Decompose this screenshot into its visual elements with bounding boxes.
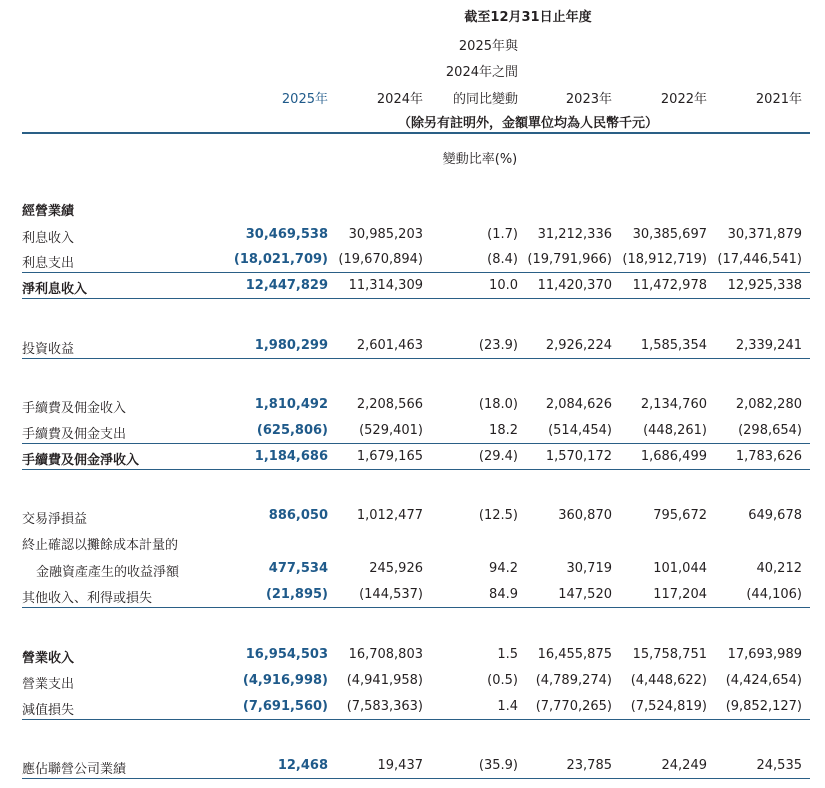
- cell-chg: (8.4): [487, 252, 518, 267]
- cell-chg: 1.5: [497, 647, 518, 662]
- cell-y2024: (4,941,958): [346, 673, 423, 688]
- cell-y2024: 1,679,165: [356, 449, 423, 464]
- cell-y2023: 2,926,224: [545, 338, 612, 353]
- cell-y2022: 15,758,751: [632, 647, 707, 662]
- cell-y2023: 360,870: [558, 508, 612, 523]
- cell-y2023: 11,420,370: [537, 278, 612, 293]
- row-label: 減值損失: [22, 703, 75, 718]
- cell-y2022: 2,134,760: [640, 397, 707, 412]
- row-divider: [22, 298, 810, 299]
- cell-chg: (35.9): [478, 758, 518, 773]
- cell-y2022: 117,204: [653, 587, 707, 602]
- cell-y2024: 30,985,203: [348, 227, 423, 242]
- cell-y2023: 23,785: [566, 758, 612, 773]
- cell-y2022: 795,672: [653, 508, 707, 523]
- yoy-header-line2: 2024年之間: [445, 65, 518, 80]
- cell-y2025: 12,447,829: [245, 278, 328, 293]
- cell-y2023: (4,789,274): [535, 673, 612, 688]
- cell-chg: (18.0): [478, 397, 518, 412]
- cell-y2022: 1,585,354: [640, 338, 707, 353]
- cell-y2022: 11,472,978: [632, 278, 707, 293]
- cell-y2024: (529,401): [359, 423, 423, 438]
- cell-y2024: 19,437: [377, 758, 423, 773]
- cell-chg: (12.5): [478, 508, 518, 523]
- cell-y2021: 40,212: [756, 561, 802, 576]
- row-divider: [22, 778, 810, 779]
- year-2021-header: 2021年: [755, 92, 802, 107]
- cell-y2025: (7,691,560): [242, 699, 328, 714]
- cell-chg: 94.2: [489, 561, 518, 576]
- row-label: 利息收入: [22, 231, 75, 246]
- cell-y2023: 1,570,172: [545, 449, 612, 464]
- cell-y2021: (4,424,654): [725, 673, 802, 688]
- cell-y2023: (514,454): [548, 423, 612, 438]
- cell-y2023: 16,455,875: [537, 647, 612, 662]
- cell-y2021: 24,535: [756, 758, 802, 773]
- cell-y2025: (18,021,709): [233, 252, 328, 267]
- cell-chg: 1.4: [497, 699, 518, 714]
- cell-chg: (29.4): [478, 449, 518, 464]
- row-label: 手續費及佣金淨收入: [22, 453, 140, 468]
- cell-y2024: 2,208,566: [356, 397, 423, 412]
- year-2023-header: 2023年: [565, 92, 612, 107]
- row-label: 交易淨損益: [22, 512, 88, 527]
- cell-y2025: (4,916,998): [242, 673, 328, 688]
- cell-y2024: 1,012,477: [356, 508, 423, 523]
- row-label: 終止確認以攤餘成本計量的: [22, 538, 179, 553]
- cell-chg: 10.0: [489, 278, 518, 293]
- cell-y2025: 30,469,538: [245, 227, 328, 242]
- cell-y2022: (7,524,819): [630, 699, 707, 714]
- cell-y2025: 1,184,686: [254, 449, 328, 464]
- cell-y2023: 30,719: [566, 561, 612, 576]
- row-label: 利息支出: [22, 256, 75, 271]
- cell-chg: (1.7): [487, 227, 518, 242]
- yoy-header-line3: 的同比變動: [452, 92, 518, 107]
- cell-y2021: 1,783,626: [735, 449, 802, 464]
- cell-y2024: 11,314,309: [348, 278, 423, 293]
- row-divider: [22, 607, 810, 608]
- year-2024-header: 2024年: [376, 92, 423, 107]
- row-label: 投資收益: [22, 342, 75, 357]
- cell-y2025: 1,810,492: [254, 397, 328, 412]
- cell-y2022: 30,385,697: [632, 227, 707, 242]
- cell-y2025: 12,468: [277, 758, 328, 773]
- cell-y2023: (7,770,265): [535, 699, 612, 714]
- cell-y2021: 2,082,280: [735, 397, 802, 412]
- row-label: 淨利息收入: [22, 282, 88, 297]
- year-2022-header: 2022年: [660, 92, 707, 107]
- section-title: 經營業績: [22, 204, 75, 219]
- cell-y2024: 245,926: [369, 561, 423, 576]
- cell-y2025: 886,050: [268, 508, 328, 523]
- cell-y2022: (18,912,719): [622, 252, 707, 267]
- cell-y2022: (4,448,622): [630, 673, 707, 688]
- row-label: 營業支出: [22, 677, 75, 692]
- cell-y2025: 477,534: [268, 561, 328, 576]
- cell-y2024: (19,670,894): [338, 252, 423, 267]
- cell-y2024: (7,583,363): [346, 699, 423, 714]
- cell-y2025: (625,806): [256, 423, 328, 438]
- row-label: 手續費及佣金收入: [22, 401, 127, 416]
- cell-y2023: 31,212,336: [537, 227, 612, 242]
- cell-y2021: (44,106): [746, 587, 802, 602]
- cell-y2021: 17,693,989: [727, 647, 802, 662]
- cell-chg: 18.2: [489, 423, 518, 438]
- cell-chg: 84.9: [489, 587, 518, 602]
- cell-y2024: (144,537): [359, 587, 423, 602]
- row-divider: [22, 272, 810, 273]
- cell-y2021: 649,678: [748, 508, 802, 523]
- row-divider: [22, 358, 810, 359]
- row-divider: [22, 469, 810, 470]
- header-divider: [22, 132, 810, 134]
- unit-note: （除另有註明外，金額單位均為人民幣千元）: [397, 116, 659, 131]
- cell-y2022: 101,044: [653, 561, 707, 576]
- cell-y2024: 16,708,803: [348, 647, 423, 662]
- cell-y2022: 24,249: [661, 758, 707, 773]
- period-title: 截至12月31日止年度: [464, 10, 592, 25]
- cell-chg: (23.9): [478, 338, 518, 353]
- row-label: 其他收入、利得或損失: [22, 591, 153, 606]
- row-divider: [22, 719, 810, 720]
- row-label: 手續費及佣金支出: [22, 427, 127, 442]
- row-divider: [22, 443, 810, 444]
- cell-y2021: 12,925,338: [727, 278, 802, 293]
- cell-y2023: 147,520: [558, 587, 612, 602]
- yoy-header-line1: 2025年與: [458, 39, 518, 54]
- cell-y2025: 16,954,503: [245, 647, 328, 662]
- change-ratio-note: 變動比率(%): [442, 152, 518, 167]
- cell-y2024: 2,601,463: [356, 338, 423, 353]
- row-label: 金融資產產生的收益淨額: [36, 565, 180, 580]
- row-label: 營業收入: [22, 651, 75, 666]
- cell-y2025: (21,895): [265, 587, 328, 602]
- cell-y2022: 1,686,499: [640, 449, 707, 464]
- cell-y2022: (448,261): [643, 423, 707, 438]
- cell-y2023: (19,791,966): [527, 252, 612, 267]
- cell-y2021: 30,371,879: [727, 227, 802, 242]
- row-label: 應佔聯營公司業績: [22, 762, 127, 777]
- cell-y2021: (9,852,127): [725, 699, 802, 714]
- year-2025-header: 2025年: [281, 92, 328, 107]
- cell-y2021: 2,339,241: [735, 338, 802, 353]
- cell-chg: (0.5): [487, 673, 518, 688]
- cell-y2023: 2,084,626: [545, 397, 612, 412]
- cell-y2025: 1,980,299: [254, 338, 328, 353]
- cell-y2021: (298,654): [738, 423, 802, 438]
- cell-y2021: (17,446,541): [717, 252, 802, 267]
